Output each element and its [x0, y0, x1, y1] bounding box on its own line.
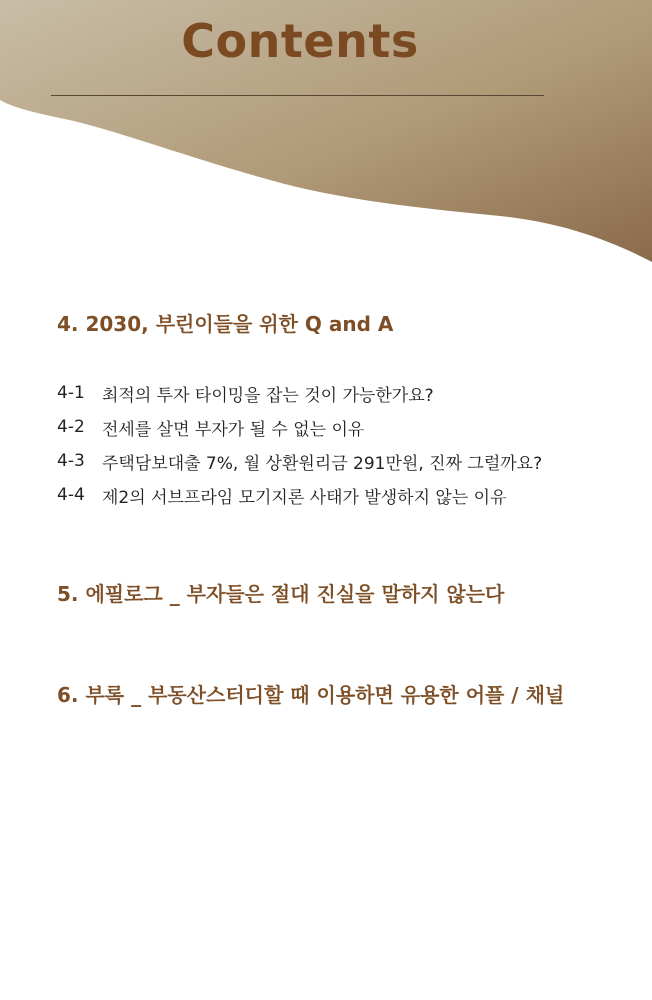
list-item [57, 444, 542, 478]
item-text: 전세를 살면 부자가 될 수 없는 이유 [102, 419, 365, 440]
list-item [57, 478, 542, 512]
section-4-item-list [57, 376, 542, 512]
item-text: 최적의 투자 타이밍을 잡는 것이 가능한가요? [102, 385, 434, 406]
item-number: 4-1 [57, 383, 85, 403]
section-heading-5: 5. 에필로그 _ 부자들은 절대 진실을 말하지 않는다 [57, 582, 505, 606]
page-title: Contents [181, 14, 419, 68]
item-number: 4-4 [57, 485, 85, 505]
section-heading-4: 4. 2030, 부린이들을 위한 Q and A [57, 312, 394, 336]
section-heading-6: 6. 부록 _ 부동산스터디할 때 이용하면 유용한 어플 / 채널 [57, 683, 565, 707]
item-number: 4-2 [57, 417, 85, 437]
title-divider [51, 95, 544, 96]
list-item [57, 410, 542, 444]
item-text: 제2의 서브프라임 모기지론 사태가 발생하지 않는 이유 [102, 487, 507, 508]
item-number: 4-3 [57, 451, 85, 471]
item-text: 주택담보대출 7%, 월 상환원리금 291만원, 진짜 그럴까요? [102, 453, 543, 474]
list-item [57, 376, 542, 410]
